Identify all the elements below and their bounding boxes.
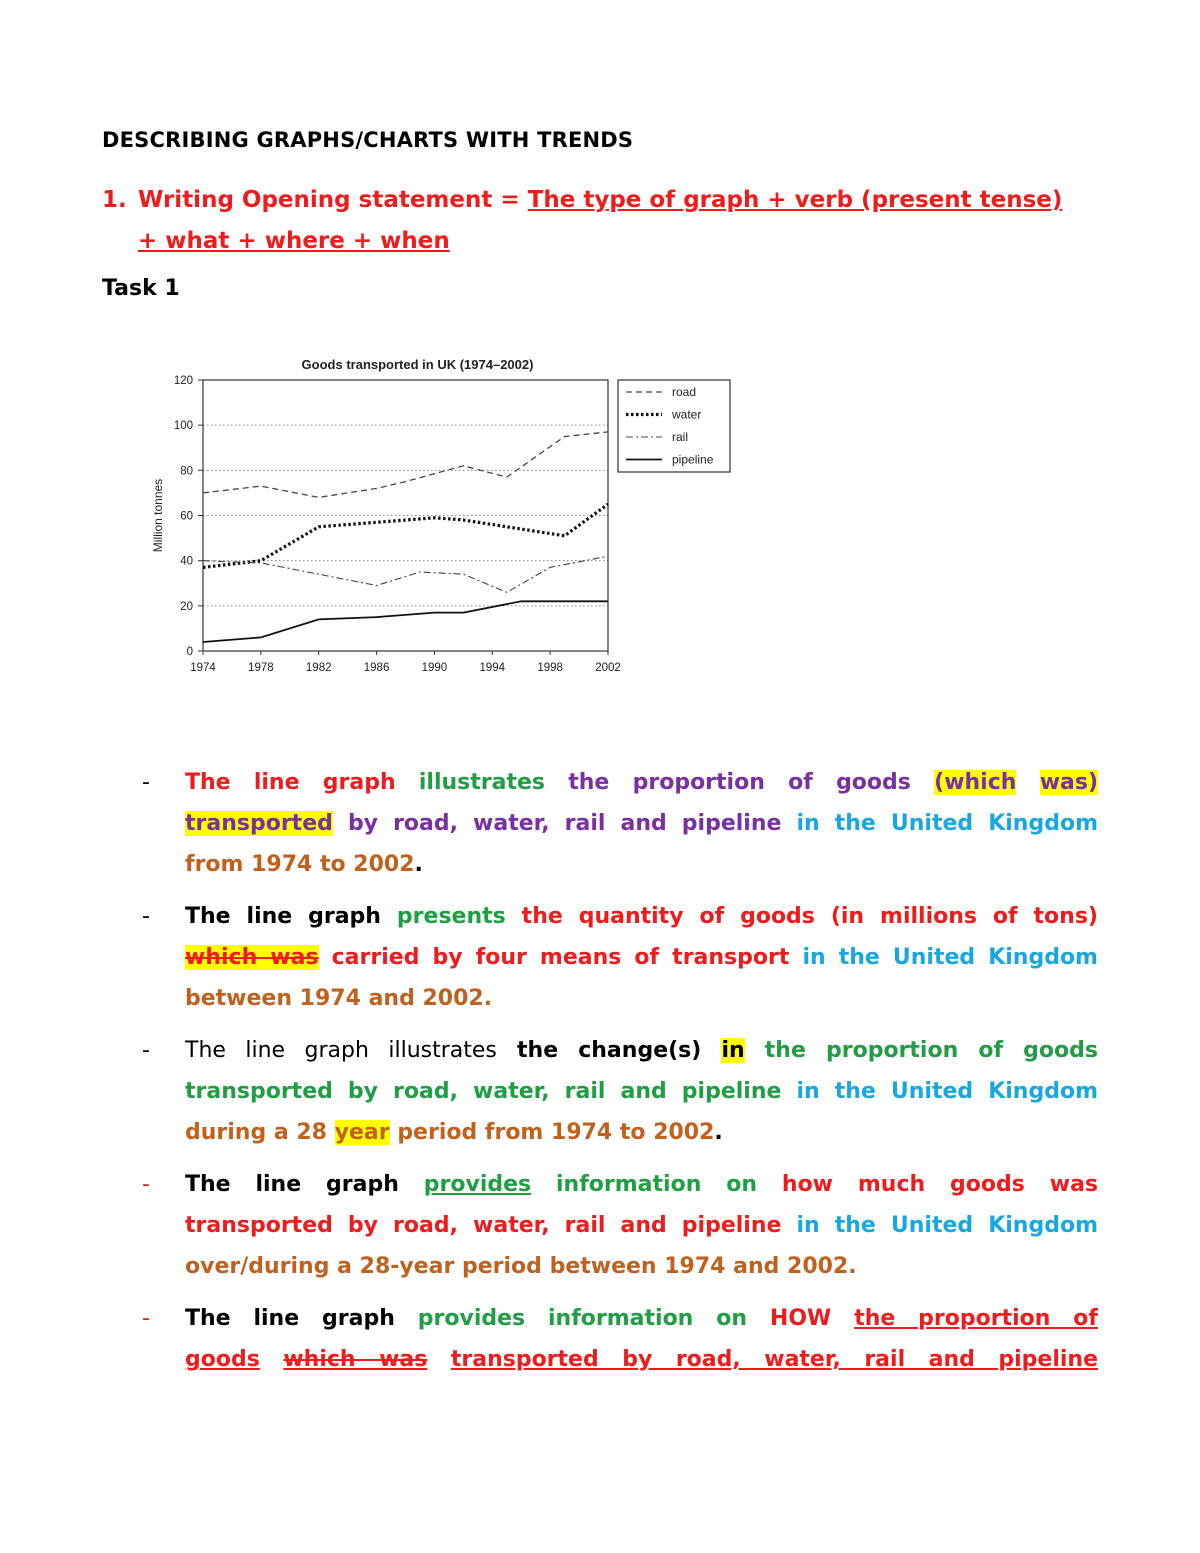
text-segment: goods: [185, 1347, 260, 1372]
bullet-item: [140, 1164, 1098, 1287]
bullet-line: [185, 1246, 1098, 1287]
text-segment: The line graph: [185, 1172, 399, 1197]
text-segment: transported by road, water, rail and pipeline: [450, 1347, 1098, 1372]
y-tick-label: 120: [173, 375, 193, 387]
x-tick-label: 1982: [305, 662, 332, 674]
y-tick-label: 40: [180, 555, 193, 568]
text-segment: proportion: [632, 770, 765, 795]
bullet-line: [185, 1339, 1098, 1380]
x-tick-label: 1990: [421, 662, 448, 674]
text-segment: was): [1039, 770, 1099, 795]
text-segment: transported by road, water, rail and pipeline: [185, 1079, 782, 1104]
bullet-item: [140, 896, 1098, 1019]
text-segment: graph: [322, 770, 396, 795]
text-segment: The line graph: [185, 1306, 395, 1331]
text-segment: The: [185, 770, 231, 795]
bullet-dash: -: [142, 1172, 150, 1197]
text-segment: in the United Kingdom: [796, 811, 1098, 836]
text-segment: information on: [556, 1172, 758, 1197]
text-segment: .: [414, 852, 423, 877]
text-segment: in the United Kingdom: [802, 945, 1098, 970]
text-segment: goods: [836, 770, 911, 795]
line-chart: [140, 345, 760, 690]
section-opening-statement: [102, 180, 1097, 262]
y-tick-label: 80: [180, 465, 193, 478]
text-segment: the quantity of goods (in millions of tons): [521, 904, 1098, 929]
text-segment: provides information on: [417, 1306, 748, 1331]
bullet-dash: -: [142, 770, 150, 795]
x-tick-label: 2002: [595, 662, 621, 674]
bullet-dash: -: [142, 1306, 150, 1331]
text-segment: presents: [396, 904, 506, 929]
y-tick-label: 0: [186, 646, 193, 658]
text-segment: in the United Kingdom: [796, 1213, 1098, 1238]
text-segment: provides: [423, 1172, 532, 1197]
bullet-line: [185, 844, 1098, 885]
text-segment: (which: [934, 770, 1017, 795]
formula-line-2: + what + where + when: [138, 228, 450, 254]
bullet-line: [185, 896, 1098, 937]
bullet-line: [185, 937, 1098, 978]
text-segment: over/during a 28-year period between 1974 and 2002.: [185, 1254, 857, 1279]
bullet-item: [140, 762, 1098, 885]
series-line-pipeline: [203, 601, 608, 642]
bullet-line: [185, 1030, 1098, 1071]
text-segment: the: [568, 770, 610, 795]
bullet-line: [185, 1071, 1098, 1112]
text-segment: the proportion of goods: [764, 1038, 1098, 1063]
text-segment: transported by road, water, rail and pipeline: [185, 1213, 782, 1238]
x-tick-label: 1998: [537, 662, 563, 674]
text-segment: between 1974 and 2002.: [185, 986, 493, 1011]
text-segment: the change(s): [517, 1038, 702, 1063]
bullet-line: [185, 1164, 1098, 1205]
text-segment: The line graph illustrates: [185, 1038, 497, 1063]
x-tick-label: 1994: [479, 662, 506, 674]
x-tick-label: 1986: [363, 662, 390, 674]
y-axis-label: Million tonnes: [151, 478, 165, 553]
bullet-line: [185, 1112, 1098, 1153]
bullet-line: [185, 1298, 1098, 1339]
text-segment: line: [253, 770, 300, 795]
x-tick-label: 1978: [248, 662, 274, 674]
text-segment: how much goods was: [781, 1172, 1099, 1197]
text-segment: the proportion of: [854, 1306, 1098, 1331]
bullet-line: [185, 1205, 1098, 1246]
text-segment: by road, water, rail and pipeline: [347, 811, 782, 836]
text-segment: of: [788, 770, 813, 795]
bullet-line: [185, 762, 1098, 803]
text-segment: during a 28: [185, 1120, 327, 1145]
y-tick-label: 100: [173, 420, 193, 433]
bullet-line: [185, 978, 1098, 1019]
y-tick-label: 60: [180, 510, 193, 523]
page-heading: DESCRIBING GRAPHS/CHARTS WITH TRENDS: [102, 128, 634, 152]
legend-label-road: road: [672, 385, 697, 399]
bullet-dash: -: [142, 1038, 150, 1063]
text-segment: in the United Kingdom: [796, 1079, 1098, 1104]
text-segment: from 1974 to 2002: [185, 852, 415, 877]
chart-title: Goods transported in UK (1974–2002): [301, 357, 534, 372]
text-segment: year: [334, 1120, 390, 1145]
task-label: Task 1: [102, 276, 180, 301]
bullet-item: [140, 1030, 1098, 1153]
text-segment: which was: [185, 945, 319, 970]
bullet-line: [185, 803, 1098, 844]
section-prefix: Writing Opening statement =: [138, 187, 528, 213]
legend-label-water: water: [672, 407, 702, 422]
legend-label-pipeline: pipeline: [672, 452, 714, 467]
text-segment: The line graph: [185, 904, 381, 929]
text-segment: which was: [283, 1347, 428, 1372]
series-line-rail: [203, 556, 608, 592]
text-segment: period from 1974 to 2002: [397, 1120, 715, 1145]
text-segment: HOW: [769, 1306, 832, 1331]
formula-line-1: The type of graph + verb (present tense): [527, 187, 1063, 213]
bullet-dash: -: [142, 904, 150, 929]
legend-label-rail: rail: [672, 430, 689, 444]
text-segment: transported: [185, 811, 333, 836]
x-tick-label: 1974: [190, 662, 216, 674]
section-number: 1.: [102, 187, 127, 213]
text-segment: carried by four means of transport: [331, 945, 790, 970]
text-segment: in: [721, 1038, 745, 1063]
bullet-item: [140, 1298, 1098, 1380]
text-segment: illustrates: [418, 770, 545, 795]
series-line-water: [203, 504, 608, 567]
series-line-road: [203, 432, 608, 498]
bullet-list: [140, 762, 1098, 1391]
text-segment: .: [714, 1120, 723, 1145]
chart-svg: [140, 345, 760, 690]
y-tick-label: 20: [180, 600, 193, 613]
